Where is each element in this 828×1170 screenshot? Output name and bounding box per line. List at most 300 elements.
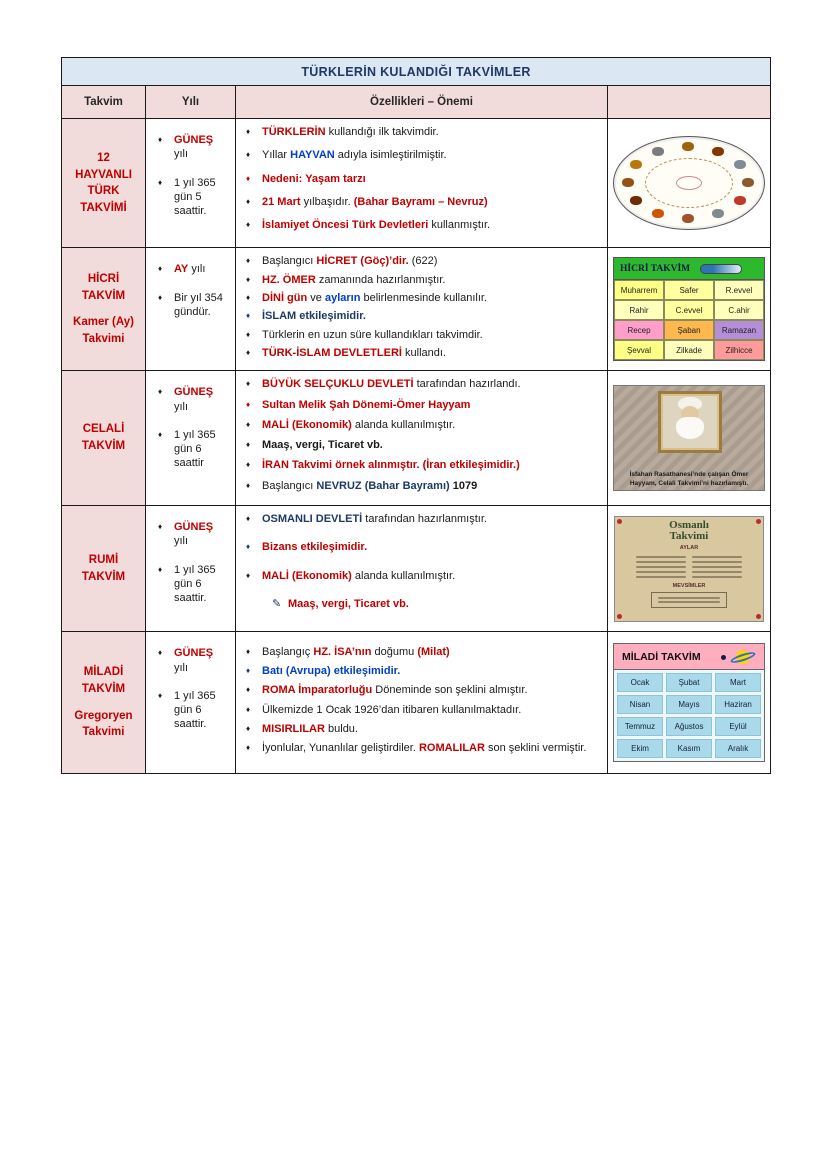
text-segment: OSMANLI DEVLETİ [262, 513, 363, 526]
takvim-name-line: TAKVİM [81, 570, 126, 583]
feature-item [246, 125, 601, 139]
text-segment: Başlangıcı [262, 255, 317, 268]
osmanli-mevsimler-label: MEVSİMLER [672, 582, 706, 589]
feature-item [246, 218, 601, 232]
feature-item [246, 172, 601, 186]
miladi-month-cell: Aralık [715, 739, 761, 758]
hicri-month-cell: Ramazan [714, 320, 764, 340]
yil-text [174, 563, 230, 606]
portrait-frame [658, 391, 722, 453]
animal-figure-icon [622, 178, 634, 187]
miladi-header [614, 644, 764, 670]
miladi-takvim-image [613, 643, 765, 762]
diamond-bullet-icon: ♦ [246, 347, 251, 357]
text-segment: 1 yıl 365 gün 6 saattir [174, 428, 216, 470]
takvim-name-line [62, 304, 145, 314]
feature-item [246, 683, 601, 697]
text-segment: kullanmıştır. [428, 219, 491, 232]
text-segment: Sultan Melik Şah Dönemi-Ömer Hayyam [262, 398, 471, 411]
feature-item [246, 458, 601, 472]
animal-figure-icon [682, 214, 694, 223]
text-segment: (622) [408, 255, 438, 268]
diamond-bullet-icon: ♦ [246, 127, 251, 136]
text-segment: 1 yıl 365 gün 6 saattir. [174, 689, 216, 731]
animal-figure-icon [734, 196, 746, 205]
takvim-name-line: HAYVANLI [75, 168, 132, 181]
text-segment: adıyla isimleştirilmiştir. [334, 149, 447, 162]
text-segment: zamanında hazırlanmıştır. [315, 273, 446, 286]
feature-item [246, 722, 601, 736]
feature-text [262, 569, 601, 583]
diamond-bullet-icon: ♦ [158, 522, 163, 532]
feature-text [262, 438, 601, 452]
feature-text [262, 645, 601, 659]
yil-cell-hicri [146, 248, 236, 371]
diamond-bullet-icon: ♦ [246, 311, 251, 321]
yil-text [174, 262, 230, 276]
text-segment: Türklerin en uzun süre kullandıkları takvimdir. [262, 328, 483, 341]
yil-item [158, 563, 233, 606]
features-cell-hicri [236, 248, 608, 371]
cylinder-graphic-icon [700, 264, 742, 274]
diamond-bullet-icon: ♦ [246, 220, 251, 230]
image-cell-hicri [608, 248, 771, 371]
yil-cell-miladi [146, 632, 236, 774]
ornament-dot-icon [617, 614, 622, 619]
diamond-bullet-icon: ♦ [246, 419, 251, 429]
diamond-bullet-icon: ♦ [246, 666, 251, 676]
text-segment: yılı [188, 263, 206, 276]
text-segment: HZ. İSA’nın [313, 645, 372, 658]
text-segment: İyonlular, Yunanlılar geliştirdiler. [262, 742, 419, 755]
text-segment: MALİ (Ekonomik) [262, 418, 352, 431]
text-segment: ve [307, 292, 325, 305]
yil-text [174, 291, 230, 320]
takvim-name-line: RUMİ [88, 553, 119, 566]
feature-text [262, 722, 601, 736]
feature-text [262, 148, 601, 162]
text-segment: tarafından hazırlanmıştır. [362, 513, 487, 526]
pen-bullet-icon: ✎ [272, 597, 282, 610]
takvim-name-line: HİCRİ [87, 273, 120, 286]
text-segment: Bizans etkileşimidir. [262, 541, 368, 554]
yil-item [158, 428, 233, 471]
animal-figure-icon [630, 196, 642, 205]
hicri-month-cell: Zilkade [664, 340, 714, 360]
text-segment: alanda kullanılmıştır. [351, 418, 456, 431]
animal-figure-icon [630, 160, 642, 169]
diamond-bullet-icon: ♦ [246, 196, 251, 206]
animal-figure-icon [734, 160, 746, 169]
osmanli-season-box [651, 592, 727, 608]
features-cell-miladi [236, 632, 608, 774]
features-cell-celali [236, 371, 608, 506]
text-line-graphic [692, 556, 742, 558]
text-line-graphic [658, 601, 720, 603]
takvim-name-cell-rumi [62, 506, 146, 632]
miladi-month-cell: Mayıs [666, 695, 712, 714]
ornament-dot-icon [756, 614, 761, 619]
feature-item [246, 254, 601, 268]
takvim-name-line: TAKVİM [81, 440, 126, 453]
osmanli-aylar-label: AYLAR [679, 544, 699, 551]
hicri-month-cell: Zilhicce [714, 340, 764, 360]
diamond-bullet-icon: ♦ [246, 570, 251, 580]
feature-text [262, 398, 601, 412]
diamond-bullet-icon: ♦ [158, 429, 163, 439]
diamond-bullet-icon: ♦ [158, 387, 163, 397]
feature-item [246, 398, 601, 412]
text-segment: (Bahar Bayramı – Nevruz) [353, 195, 488, 208]
animal-figure-icon [652, 147, 664, 156]
takvim-name-cell-hayvanli-turk [62, 119, 146, 248]
text-segment: Batı (Avrupa) etkileşimidir. [262, 665, 401, 678]
text-segment: Yıllar [262, 149, 291, 162]
text-segment: yılı [174, 661, 189, 674]
text-segment: kullandığı ilk takvimdir. [325, 126, 439, 138]
diamond-bullet-icon: ♦ [246, 646, 251, 656]
feature-item [246, 346, 601, 360]
miladi-month-cell: Ocak [617, 673, 663, 692]
miladi-month-cell: Ekim [617, 739, 663, 758]
text-segment: yılı [174, 535, 189, 548]
takvim-name-line: Gregoryen [74, 709, 133, 722]
planet-dot-icon [721, 655, 726, 660]
feature-text [262, 683, 601, 697]
text-segment: GÜNEŞ [174, 134, 214, 146]
feature-item [246, 645, 601, 659]
takvim-name-line [62, 698, 145, 708]
twelve-animal-calendar-image [613, 136, 765, 230]
text-segment: alanda kullanılmıştır. [351, 569, 456, 582]
feature-item [246, 273, 601, 287]
feature-item [246, 569, 601, 583]
title-row [62, 58, 771, 86]
osmanli-image-title: Osmanlı [669, 518, 709, 531]
col-header-takvim: Takvim [62, 86, 146, 119]
hicri-month-cell: Rahir [614, 300, 664, 320]
text-segment: 1079 [449, 479, 478, 492]
feature-text [262, 195, 601, 209]
ornament-dot-icon [617, 519, 622, 524]
text-segment: Bir yıl 354 gündür. [174, 291, 223, 319]
yil-cell-rumi [146, 506, 236, 632]
osmanli-month-column [633, 553, 689, 581]
text-line-graphic [692, 561, 742, 563]
calendar-row-celali [62, 371, 771, 506]
hicri-month-cell: Safer [664, 280, 714, 300]
yil-item [158, 262, 233, 276]
text-segment: MALİ (Ekonomik) [262, 569, 352, 582]
takvim-name-line: Kamer (Ay) [73, 316, 134, 329]
feature-item [272, 597, 601, 611]
feature-item [246, 309, 601, 323]
hicri-calendar-image [613, 257, 765, 361]
feature-item [246, 148, 601, 162]
yil-cell-celali [146, 371, 236, 506]
features-cell-hayvanli-turk [236, 119, 608, 248]
osmanli-takvimi-image [614, 516, 764, 622]
text-segment: GÜNEŞ [174, 386, 214, 399]
yil-item [158, 385, 233, 414]
text-segment: DİNİ gün [262, 292, 308, 305]
text-segment: 21 Mart [262, 195, 301, 208]
text-segment: ROMA İmparatorluğu [262, 684, 373, 697]
diamond-bullet-icon: ♦ [246, 460, 251, 470]
calendar-table [61, 57, 771, 774]
animal-figure-icon [682, 142, 694, 151]
text-segment: GÜNEŞ [174, 521, 214, 534]
text-segment: TÜRKLERİN [262, 126, 326, 138]
calendar-row-hicri [62, 248, 771, 371]
diamond-bullet-icon: ♦ [246, 256, 251, 266]
text-segment: HİCRET (Göç)’dir. [316, 255, 409, 268]
yil-text [174, 176, 230, 219]
hicri-month-cell: C.ahir [714, 300, 764, 320]
text-segment: Ülkemizde 1 Ocak 1926’dan itibaren kullanılmaktadır. [262, 703, 522, 716]
calendar-row-miladi [62, 632, 771, 774]
feature-text [262, 479, 601, 493]
hicri-month-cell: R.evvel [714, 280, 764, 300]
hicri-month-cell: Şaban [664, 320, 714, 340]
feature-text [262, 273, 601, 287]
feature-text [288, 597, 601, 611]
text-segment: Döneminde son şeklini almıştır. [372, 684, 528, 697]
col-header-ozellikleri: Özellikleri – Önemi [236, 86, 608, 119]
feature-text [262, 664, 601, 678]
calendar-row-hayvanli-turk [62, 119, 771, 248]
text-segment: 1 yıl 365 gün 6 saattir. [174, 563, 216, 605]
animal-figure-icon [742, 178, 754, 187]
text-line-graphic [692, 576, 742, 578]
text-segment: TÜRK-İSLAM DEVLETLERİ [262, 346, 402, 359]
feature-item [246, 328, 601, 342]
feature-item [246, 664, 601, 678]
text-segment: Başlangıcı [262, 479, 317, 492]
feature-text [262, 377, 601, 391]
miladi-month-cell: Temmuz [617, 717, 663, 736]
yil-text [174, 646, 230, 675]
hicri-image-title: HİCRİ TAKVİM [620, 263, 691, 274]
diamond-bullet-icon: ♦ [246, 173, 251, 183]
diamond-bullet-icon: ♦ [246, 724, 251, 734]
text-segment: İRAN Takvimi örnek alınmıştır. (İran etkileşimidir.) [262, 459, 520, 472]
diamond-bullet-icon: ♦ [158, 648, 163, 658]
hicri-month-grid [614, 280, 764, 360]
feature-text [262, 458, 601, 472]
feature-item [246, 540, 601, 554]
feature-item [246, 195, 601, 209]
takvim-name-cell-celali [62, 371, 146, 506]
yil-item [158, 520, 233, 549]
diamond-bullet-icon: ♦ [246, 329, 251, 339]
takvim-name-line: CELALİ [82, 423, 125, 436]
diamond-bullet-icon: ♦ [246, 150, 251, 160]
diamond-bullet-icon: ♦ [246, 379, 251, 389]
diamond-bullet-icon: ♦ [246, 542, 251, 552]
text-segment: HAYVAN [290, 149, 335, 162]
diamond-bullet-icon: ♦ [158, 564, 163, 574]
miladi-month-cell: Nisan [617, 695, 663, 714]
takvim-name-line: Takvimi [82, 726, 125, 739]
takvim-name-line: TAKVİM [81, 289, 126, 302]
image-cell-rumi [608, 506, 771, 632]
text-line-graphic [692, 566, 742, 568]
col-header-yili: Yılı [146, 86, 236, 119]
omer-hayyam-portrait-image [613, 385, 765, 491]
miladi-month-grid [614, 670, 764, 761]
feature-text [262, 540, 601, 554]
feature-text [262, 218, 601, 232]
hicri-month-cell: Muharrem [614, 280, 664, 300]
takvim-name-line: TAKVİM [81, 683, 126, 696]
text-segment: Nedeni: Yaşam tarzı [262, 172, 366, 185]
yil-text [174, 689, 230, 732]
text-line-graphic [636, 571, 686, 573]
feature-text [262, 703, 601, 717]
text-segment: Başlangıç [262, 645, 314, 658]
diamond-bullet-icon: ♦ [246, 293, 251, 303]
miladi-month-cell: Kasım [666, 739, 712, 758]
animal-figure-icon [712, 147, 724, 156]
text-segment: yılbaşıdır. [300, 195, 354, 208]
osmanli-month-column [689, 553, 745, 581]
miladi-image-title: MİLADİ TAKVİM [622, 650, 701, 663]
diamond-bullet-icon: ♦ [158, 135, 163, 144]
yil-cell-hayvanli-turk [146, 119, 236, 248]
text-segment: NEVRUZ (Bahar Bayramı) [316, 479, 450, 492]
feature-text [262, 172, 601, 186]
diamond-bullet-icon: ♦ [158, 177, 163, 187]
feature-text [262, 309, 601, 323]
text-segment: Maaş, vergi, Ticaret vb. [288, 597, 409, 610]
portrait-beard [676, 417, 704, 439]
image-cell-celali [608, 371, 771, 506]
text-line-graphic [636, 561, 686, 563]
hicri-header [614, 258, 764, 280]
feature-item [246, 741, 601, 755]
osmanli-month-columns [621, 551, 757, 581]
diamond-bullet-icon: ♦ [246, 514, 251, 524]
yil-item [158, 176, 233, 219]
text-segment: HZ. ÖMER [262, 273, 316, 286]
takvim-name-cell-hicri [62, 248, 146, 371]
takvim-name-line: MİLADİ [83, 666, 124, 679]
feature-text [262, 291, 601, 305]
yil-text [174, 520, 230, 549]
portrait-caption: İsfahan Rasathanesi’nde çalışan Ömer Hayyam, Celali Takvimi’ni hazırlamıştı. [629, 471, 749, 487]
calendar-row-rumi [62, 506, 771, 632]
text-segment: GÜNEŞ [174, 647, 214, 660]
text-segment: MISIRLILAR [262, 723, 325, 736]
feature-text [262, 418, 601, 432]
feature-text [262, 741, 601, 755]
yil-item [158, 646, 233, 675]
miladi-month-cell: Şubat [666, 673, 712, 692]
miladi-month-cell: Eylül [715, 717, 761, 736]
osmanli-image-title: Takvimi [669, 530, 709, 543]
feature-text [262, 346, 601, 360]
text-segment: İslamiyet Öncesi Türk Devletleri [262, 219, 429, 232]
yil-item [158, 689, 233, 732]
text-segment: kullandı. [401, 346, 446, 359]
text-segment: buldu. [324, 723, 358, 736]
takvim-name-line: TÜRK [87, 185, 120, 198]
text-segment: ayların [324, 292, 361, 305]
feature-item [246, 512, 601, 526]
text-segment: ROMALILAR [418, 742, 485, 755]
feature-item [246, 703, 601, 717]
yil-item [158, 133, 233, 162]
feature-item [246, 291, 601, 305]
diamond-bullet-icon: ♦ [246, 274, 251, 284]
diamond-bullet-icon: ♦ [158, 292, 163, 302]
text-segment: tarafından hazırlandı. [413, 378, 521, 391]
text-segment: belirlenmesinde kullanılır. [360, 292, 487, 305]
yil-text [174, 385, 230, 414]
feature-item [246, 479, 601, 493]
feature-item [246, 377, 601, 391]
feature-text [262, 254, 601, 268]
text-segment: AY [174, 263, 189, 276]
feature-text [262, 512, 601, 526]
feature-text [262, 328, 601, 342]
takvim-name-line: 12 [97, 151, 110, 164]
diamond-bullet-icon: ♦ [246, 704, 251, 714]
text-segment: son şeklini vermiştir. [484, 742, 587, 755]
text-line-graphic [692, 571, 742, 573]
diamond-bullet-icon: ♦ [246, 399, 251, 409]
takvim-name-line: Takvimi [82, 333, 125, 346]
text-segment: BÜYÜK SELÇUKLU DEVLETİ [262, 378, 414, 391]
text-segment: 1 yıl 365 gün 5 saattir. [174, 176, 216, 218]
feature-item [246, 438, 601, 452]
text-segment: Maaş, vergi, Ticaret vb. [262, 439, 383, 452]
feature-item [246, 418, 601, 432]
miladi-month-cell: Mart [715, 673, 761, 692]
feature-text [262, 125, 601, 139]
hicri-month-cell: Şevval [614, 340, 664, 360]
hicri-month-cell: Recep [614, 320, 664, 340]
miladi-month-cell: Ağustos [666, 717, 712, 736]
diamond-bullet-icon: ♦ [158, 690, 163, 700]
text-line-graphic [658, 597, 720, 599]
diamond-bullet-icon: ♦ [246, 685, 251, 695]
features-cell-rumi [236, 506, 608, 632]
text-segment: (Milat) [417, 645, 450, 658]
yil-item [158, 291, 233, 320]
calendar-rows [62, 119, 771, 774]
takvim-name-line: TAKVİMİ [80, 201, 127, 214]
text-segment: İSLAM etkileşimidir. [262, 310, 366, 323]
text-line-graphic [636, 556, 686, 558]
column-header-row [62, 86, 771, 119]
text-line-graphic [636, 576, 686, 578]
text-segment: yılı [174, 400, 189, 413]
table-title: TÜRKLERİN KULANDIĞI TAKVİMLER [62, 58, 771, 86]
yil-text [174, 133, 230, 162]
col-header-image [608, 86, 771, 119]
text-segment: yılı [174, 148, 189, 161]
hicri-month-cell: C.evvel [664, 300, 714, 320]
diamond-bullet-icon: ♦ [246, 440, 251, 450]
diamond-bullet-icon: ♦ [246, 743, 251, 753]
text-segment: doğumu [371, 645, 418, 658]
diamond-bullet-icon: ♦ [246, 480, 251, 490]
image-cell-hayvanli-turk [608, 119, 771, 248]
yil-text [174, 428, 230, 471]
takvim-name-cell-miladi [62, 632, 146, 774]
